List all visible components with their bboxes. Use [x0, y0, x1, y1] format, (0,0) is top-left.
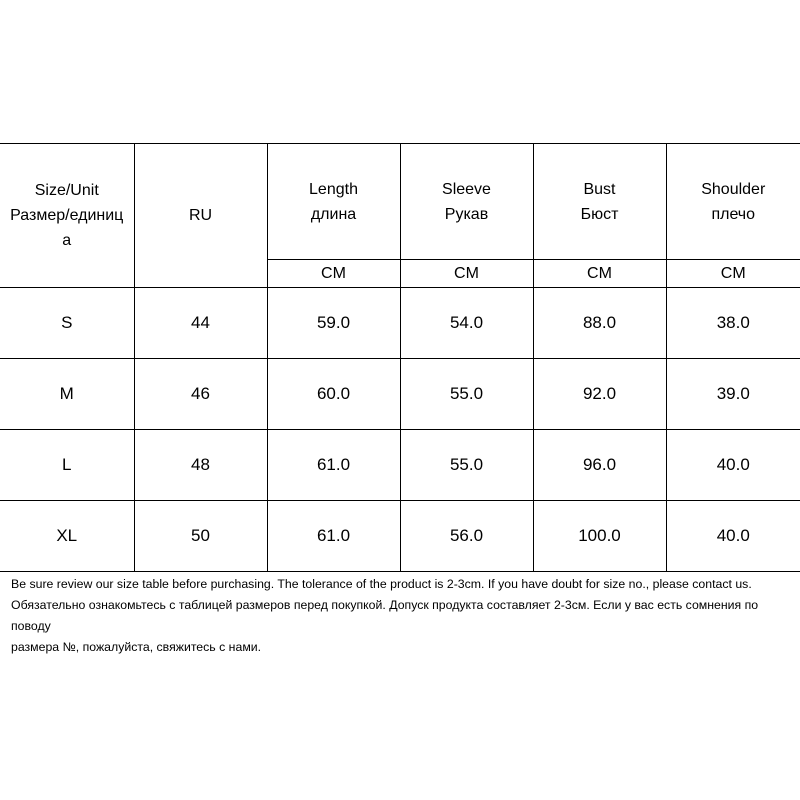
header-shoulder-en: Shoulder	[701, 180, 766, 198]
table-row	[0, 501, 800, 572]
cell-sleeve: 55.0	[400, 359, 533, 430]
header-sleeve-ru: Рукав	[444, 205, 489, 223]
size-notes	[11, 574, 796, 658]
cell-ru: 48	[134, 430, 267, 501]
header-bust-en: Bust	[583, 180, 616, 198]
header-size-unit-ru-wrap: а	[62, 232, 72, 249]
cell-size: M	[0, 359, 134, 430]
size-table	[0, 143, 800, 572]
note-russian-line2: размера №, пожалуйста, свяжитесь с нами.	[11, 640, 262, 654]
cell-length: 60.0	[267, 359, 400, 430]
table-row	[0, 359, 800, 430]
header-size-unit-en: Size/Unit	[34, 182, 99, 199]
header-shoulder-ru: плечо	[711, 205, 756, 223]
cell-ru: 46	[134, 359, 267, 430]
table-row	[0, 430, 800, 501]
cell-size: XL	[0, 501, 134, 572]
header-size-unit-ru: Размер/единиц	[10, 207, 124, 224]
table-row	[0, 288, 800, 359]
cell-size: L	[0, 430, 134, 501]
cell-shoulder: 40.0	[666, 430, 800, 501]
cell-sleeve: 55.0	[400, 430, 533, 501]
header-size-unit	[0, 144, 134, 288]
cell-size: S	[0, 288, 134, 359]
header-bust-ru: Бюст	[580, 205, 619, 223]
cell-length: 61.0	[267, 501, 400, 572]
cell-bust: 96.0	[533, 430, 666, 501]
cell-sleeve: 56.0	[400, 501, 533, 572]
cell-ru: 44	[134, 288, 267, 359]
header-length-en: Length	[309, 180, 358, 198]
header-length	[267, 144, 400, 260]
header-bust	[533, 144, 666, 260]
note-russian-line1: Обязательно ознакомьтесь с таблицей размеров перед покупкой. Допуск продукта составляет 2-3см. Если у вас есть сомнения по поводу	[11, 598, 759, 633]
unit-bust: CM	[533, 260, 666, 288]
header-row	[0, 144, 800, 260]
unit-length: CM	[267, 260, 400, 288]
cell-bust: 100.0	[533, 501, 666, 572]
cell-bust: 88.0	[533, 288, 666, 359]
header-sleeve	[400, 144, 533, 260]
header-ru-label: RU	[188, 207, 213, 224]
cell-sleeve: 54.0	[400, 288, 533, 359]
cell-ru: 50	[134, 501, 267, 572]
note-english: Be sure review our size table before purchasing. The tolerance of the product is 2-3cm. If you have doubt for size no., please contact us.	[11, 577, 752, 591]
cell-bust: 92.0	[533, 359, 666, 430]
unit-shoulder: CM	[666, 260, 800, 288]
unit-sleeve: CM	[400, 260, 533, 288]
cell-length: 59.0	[267, 288, 400, 359]
header-ru	[134, 144, 267, 288]
header-shoulder	[666, 144, 800, 260]
header-length-ru: длина	[310, 205, 357, 223]
cell-shoulder: 39.0	[666, 359, 800, 430]
cell-shoulder: 38.0	[666, 288, 800, 359]
cell-length: 61.0	[267, 430, 400, 501]
header-sleeve-en: Sleeve	[442, 180, 491, 198]
cell-shoulder: 40.0	[666, 501, 800, 572]
